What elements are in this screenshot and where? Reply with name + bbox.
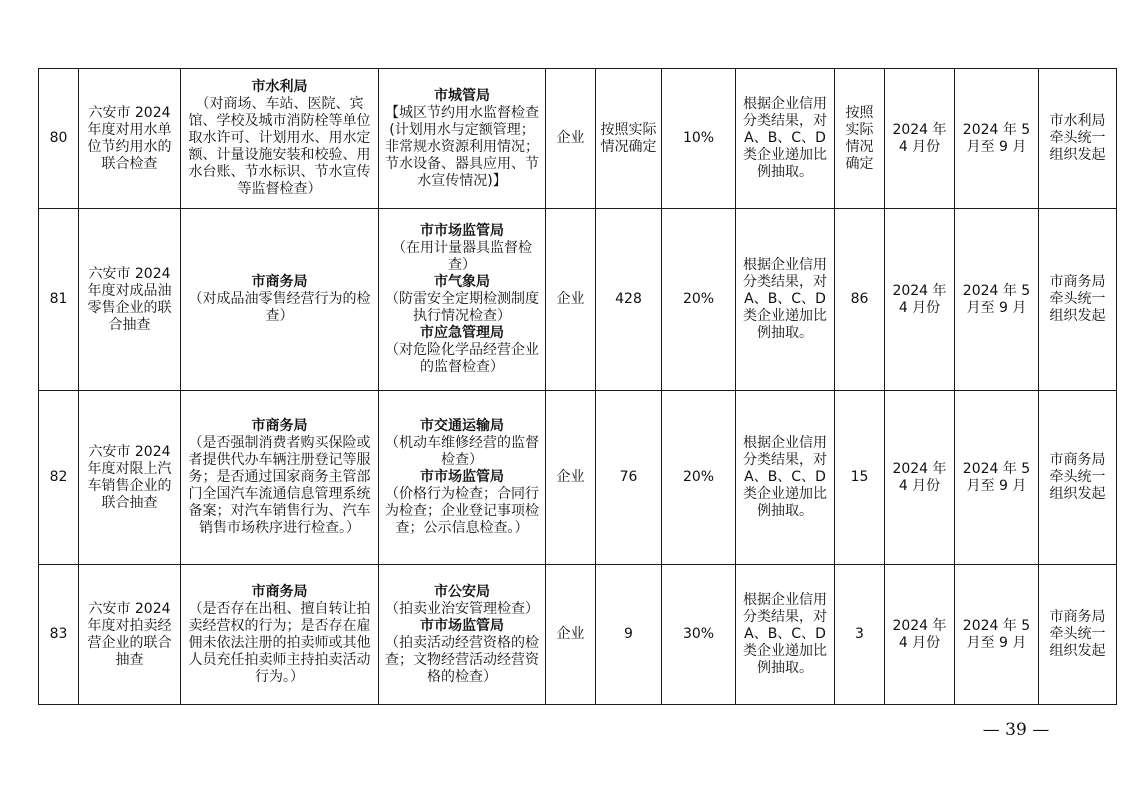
department-name: 市商务局: [251, 274, 308, 290]
joint-departments: [379, 69, 546, 209]
sampling-ratio: 30%: [662, 565, 736, 705]
task-name: 六安市 2024 年度对用水单位节约用水的联合检查: [79, 69, 181, 209]
sampling-method: 根据企业信用分类结果，对 A、B、C、D 类企业递加比例抽取。: [736, 69, 835, 209]
launch-time: 2024 年 4 月份: [885, 391, 955, 565]
inspection-object: 企业: [546, 209, 596, 391]
joint-departments: [379, 209, 546, 391]
department-name: 市气象局: [434, 274, 490, 290]
department-name: 市市场监管局: [420, 617, 504, 634]
department-name: 市应急管理局: [420, 325, 504, 341]
completion-period: 2024 年 5 月至 9 月: [955, 69, 1039, 209]
inspection-object: 企业: [546, 565, 596, 705]
remarks: 市商务局牵头统一组织发起: [1039, 565, 1117, 705]
inspection-object: 企业: [546, 391, 596, 565]
department-name: 市公安局: [434, 583, 490, 600]
joint-departments: [379, 391, 546, 565]
lead-department: [181, 69, 379, 209]
department-name: 市商务局: [251, 583, 308, 600]
object-total: 428: [596, 209, 662, 391]
sample-count: 86: [835, 209, 885, 391]
inspection-items: （防雷安全定期检测制度执行情况检查）: [385, 291, 539, 324]
table-row: [39, 391, 1117, 565]
department-name: 市城管局: [434, 87, 490, 104]
inspection-items: （对商场、车站、医院、宾馆、学校及城市消防栓等单位取水许可、计划用水、用水定额、计量设施安装和校验、用水台账、节水标识、节水宣传等监督检查）: [188, 96, 371, 197]
launch-time: 2024 年 4 月份: [885, 565, 955, 705]
inspection-object: 企业: [546, 69, 596, 209]
sampling-method: 根据企业信用分类结果，对 A、B、C、D 类企业递加比例抽取。: [736, 209, 835, 391]
inspection-items: （在用计量器具监督检查）: [392, 240, 532, 273]
lead-department: [181, 209, 379, 391]
sampling-method: 根据企业信用分类结果，对 A、B、C、D 类企业递加比例抽取。: [736, 565, 835, 705]
launch-time: 2024 年 4 月份: [885, 209, 955, 391]
task-name: 六安市 2024 年度对成品油零售企业的联合抽查: [79, 209, 181, 391]
table-row: [39, 209, 1117, 391]
table-body: [39, 69, 1117, 705]
object-total: 76: [596, 391, 662, 565]
table-row: [39, 565, 1117, 705]
inspection-items: （机动车维修经营的监督检查）: [385, 435, 539, 468]
page-number: — 39 —: [982, 720, 1050, 740]
row-number: 83: [39, 565, 79, 705]
completion-period: 2024 年 5 月至 9 月: [955, 565, 1039, 705]
launch-time: 2024 年 4 月份: [885, 69, 955, 209]
sample-count: 15: [835, 391, 885, 565]
completion-period: 2024 年 5 月至 9 月: [955, 209, 1039, 391]
inspection-plan-table: [38, 68, 1117, 705]
joint-departments: [379, 565, 546, 705]
object-total: 9: [596, 565, 662, 705]
row-number: 81: [39, 209, 79, 391]
inspection-items: （对危险化学品经营企业的监督检查）: [385, 342, 539, 375]
row-number: 80: [39, 69, 79, 209]
row-number: 82: [39, 391, 79, 565]
department-name: 市商务局: [251, 418, 308, 434]
department-name: 市水利局: [251, 79, 308, 95]
lead-department: [181, 565, 379, 705]
sampling-method: 根据企业信用分类结果，对 A、B、C、D 类企业递加比例抽取。: [736, 391, 835, 565]
sampling-ratio: 20%: [662, 391, 736, 565]
table-row: [39, 69, 1117, 209]
inspection-items: （拍卖业治安管理检查）: [385, 600, 539, 617]
inspection-items: （价格行为检查；合同行为检查；企业登记事项检查；公示信息检查。）: [385, 486, 539, 536]
object-total: 按照实际情况确定: [596, 69, 662, 209]
lead-department: [181, 391, 379, 565]
inspection-items: （是否强制消费者购买保险或者提供代办车辆注册登记等服务；是否通过国家商务主管部门全国汽车流通信息管理系统备案；对汽车销售行为、汽车销售市场秩序进行检查。）: [188, 435, 371, 536]
remarks: 市商务局牵头统一组织发起: [1039, 391, 1117, 565]
completion-period: 2024 年 5 月至 9 月: [955, 391, 1039, 565]
inspection-items: （对成品油零售经营行为的检查）: [188, 291, 371, 324]
sampling-ratio: 10%: [662, 69, 736, 209]
sample-count: 3: [835, 565, 885, 705]
sampling-ratio: 20%: [662, 209, 736, 391]
department-name: 市市场监管局: [420, 223, 504, 239]
department-name: 市市场监管局: [420, 469, 504, 485]
inspection-items: （拍卖活动经营资格的检查；文物经营活动经营资格的检查）: [385, 634, 539, 685]
department-name: 市交通运输局: [420, 418, 504, 434]
inspection-items: 【城区节约用水监督检查(计划用水与定额管理；非常规水资源利用情况；节水设备、器具应用、节水宣传情况)】: [385, 104, 539, 189]
task-name: 六安市 2024 年度对限上汽车销售企业的联合抽查: [79, 391, 181, 565]
inspection-items: （是否存在出租、擅自转让拍卖经营权的行为；是否存在雇佣未依法注册的拍卖师或其他人员充任拍卖师主持拍卖活动行为。）: [188, 600, 371, 685]
task-name: 六安市 2024 年度对拍卖经营企业的联合抽查: [79, 565, 181, 705]
remarks: 市商务局牵头统一组织发起: [1039, 209, 1117, 391]
remarks: 市水利局牵头统一组织发起: [1039, 69, 1117, 209]
sample-count: 按照实际情况确定: [835, 69, 885, 209]
